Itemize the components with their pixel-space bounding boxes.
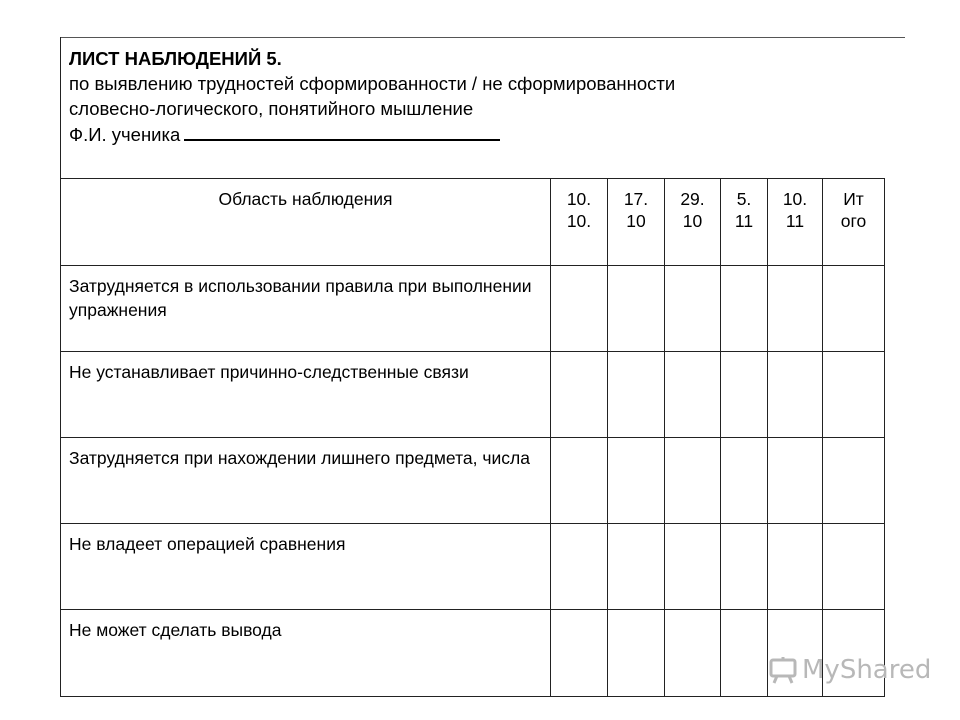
mark-cell[interactable] xyxy=(551,352,608,438)
mark-cell[interactable] xyxy=(721,352,768,438)
mark-cell[interactable] xyxy=(721,266,768,352)
student-name-line xyxy=(69,121,675,147)
total-cell[interactable] xyxy=(823,438,885,524)
col-header-date-5: 10. 11 xyxy=(768,179,823,266)
total-cell[interactable] xyxy=(823,352,885,438)
total-cell[interactable] xyxy=(823,524,885,610)
top-rule xyxy=(60,37,905,38)
col-header-date-3: 29. 10 xyxy=(665,179,721,266)
sheet-subtitle-line-2: словесно-логического, понятийного мышление xyxy=(69,98,474,119)
observation-table xyxy=(60,178,885,697)
mark-cell[interactable] xyxy=(608,266,665,352)
row-label: Не устанавливает причинно-следственные связи xyxy=(61,352,551,438)
mark-cell[interactable] xyxy=(721,610,768,697)
row-label: Не владеет операцией сравнения xyxy=(61,524,551,610)
row-label: Затрудняется при нахождении лишнего предмета, числа xyxy=(61,438,551,524)
mark-cell[interactable] xyxy=(721,438,768,524)
table-row xyxy=(61,610,885,697)
mark-cell[interactable] xyxy=(608,524,665,610)
presentation-board-icon xyxy=(768,655,798,685)
total-cell[interactable] xyxy=(823,266,885,352)
row-label: Затрудняется в использовании правила при выполнении упражнения xyxy=(61,266,551,352)
mark-cell[interactable] xyxy=(665,266,721,352)
mark-cell[interactable] xyxy=(551,438,608,524)
mark-cell[interactable] xyxy=(551,610,608,697)
sheet-header xyxy=(69,46,675,147)
col-header-date-1: 10. 10. xyxy=(551,179,608,266)
col-header-date-4: 5. 11 xyxy=(721,179,768,266)
mark-cell[interactable] xyxy=(768,524,823,610)
table-row xyxy=(61,266,885,352)
table-header-row xyxy=(61,179,885,266)
student-name-blank[interactable] xyxy=(184,121,500,141)
mark-cell[interactable] xyxy=(768,266,823,352)
col-header-date-2: 17. 10 xyxy=(608,179,665,266)
table-row xyxy=(61,352,885,438)
mark-cell[interactable] xyxy=(665,352,721,438)
mark-cell[interactable] xyxy=(665,524,721,610)
left-rule xyxy=(60,37,61,178)
mark-cell[interactable] xyxy=(551,266,608,352)
sheet-title: ЛИСТ НАБЛЮДЕНИЙ 5. xyxy=(69,48,282,69)
mark-cell[interactable] xyxy=(768,438,823,524)
col-header-area: Область наблюдения xyxy=(61,179,551,266)
sheet-subtitle-line-1: по выявлению трудностей сформированности / не сформированности xyxy=(69,73,676,94)
row-label: Не может сделать вывода xyxy=(61,610,551,697)
student-label: Ф.И. ученика xyxy=(69,124,181,145)
table-row xyxy=(61,524,885,610)
mark-cell[interactable] xyxy=(665,438,721,524)
watermark-text: MyShared xyxy=(802,655,932,685)
watermark xyxy=(768,655,931,685)
mark-cell[interactable] xyxy=(608,352,665,438)
col-header-total: Ит ого xyxy=(823,179,885,266)
mark-cell[interactable] xyxy=(721,524,768,610)
mark-cell[interactable] xyxy=(608,610,665,697)
mark-cell[interactable] xyxy=(551,524,608,610)
table-row xyxy=(61,438,885,524)
mark-cell[interactable] xyxy=(608,438,665,524)
mark-cell[interactable] xyxy=(665,610,721,697)
mark-cell[interactable] xyxy=(768,352,823,438)
